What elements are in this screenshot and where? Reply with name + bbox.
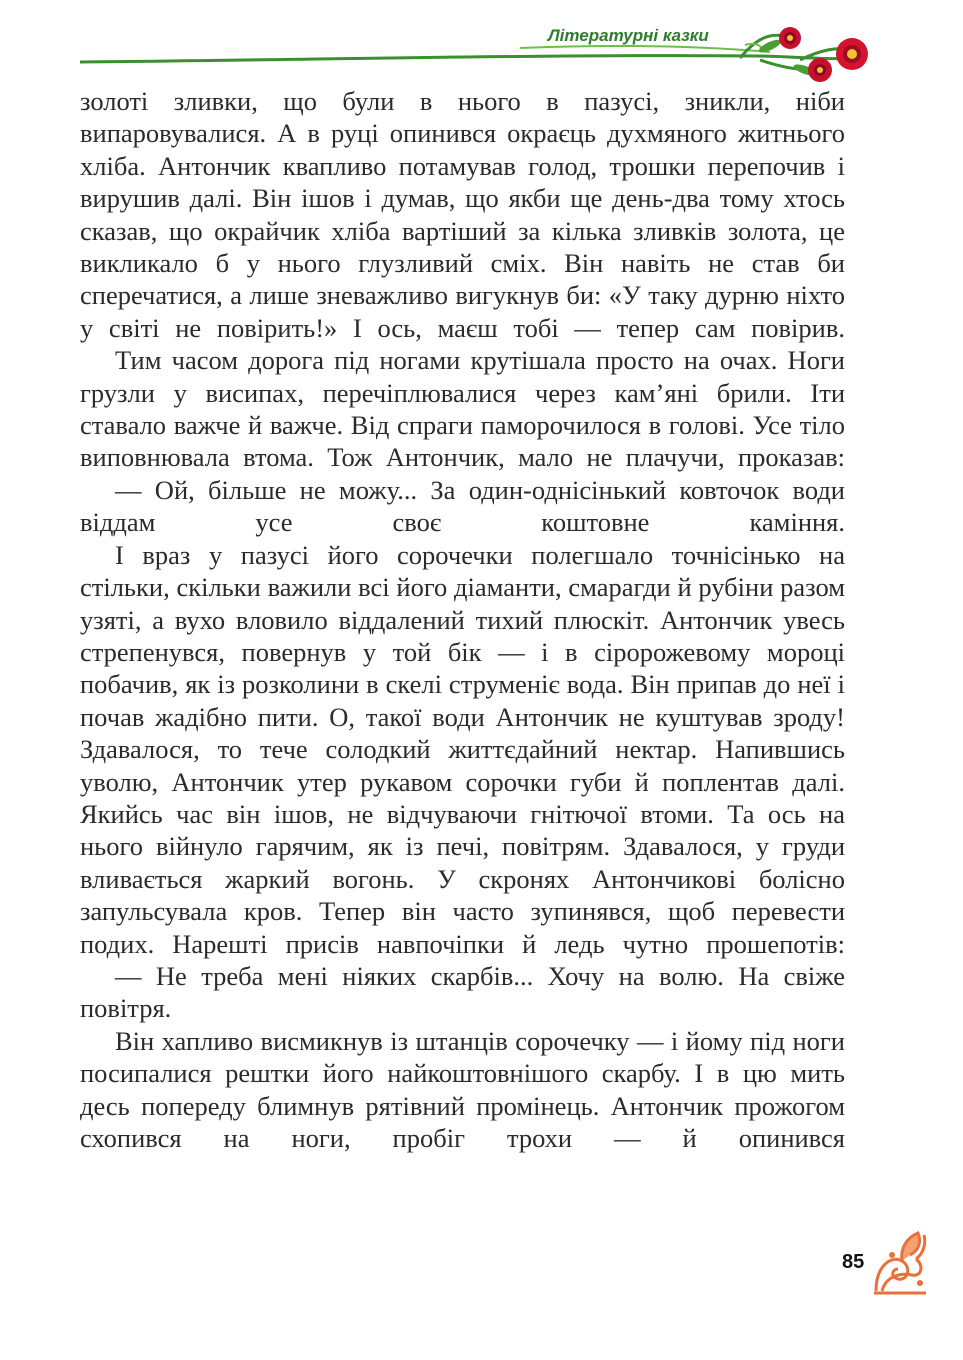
page-number: 85 bbox=[842, 1251, 865, 1273]
story-text bbox=[80, 85, 845, 1154]
paragraph: Тим часом дорога під ногами крутішала просто на очах. Ноги грузли у висипах, перечіплювалися через кам’яні брили. Іти ставало важче й важче. Від спраги паморочилося в голові. Усе тіло виповнювала втома. Тож Антончик, мало не плачучи, проказав: bbox=[80, 345, 845, 473]
paragraph: золоті зливки, що були в нього в пазусі, зникли, ніби випаровувалися. А в руці опинився окраєць духмяного житнього хліба. Антончик квапливо потамував голод, трошки перепочив і вирушив далі. Він ішов і думав, що якби ще день-два тому хтось сказав, що окрайчик хліба вартіший за кілька зливків золота, це викликало б у нього глузливий сміх. Він навіть не став би сперечатися, а лише зневажливо вигукнув би: «У таку дурню ніхто у світі не повірить!» І ось, маєш тобі — тепер сам повірив. bbox=[80, 86, 845, 343]
flower-branch-decoration bbox=[0, 0, 963, 90]
corner-ornament-icon bbox=[872, 1225, 928, 1295]
paragraph: — Ой, більше не можу... За один-однісінький ковточок води віддам усе своє коштовне каміння. bbox=[80, 474, 845, 538]
flower-icon bbox=[779, 27, 801, 49]
section-title: Літературні казки bbox=[548, 26, 709, 45]
paragraph: І враз у пазусі його сорочечки полегшало точнісінько на стільки, скільки важили всі його діаманти, смарагди й рубіни разом узяті, а вухо вловило віддалений тихий плюскіт. Антончик увесь стрепенувся, повернув у той бік — і в сіророжевому мороці побачив, як із розколини в скелі струменіє вода. Він припав до неї і почав жадібно пити. О, такої води Антончик не куштував зроду! Здавалося, то тече солодкий життєдайний нектар. Напившись уволю, Антончик утер рукавом сорочки губи й поплентав далі. Якийсь час він ішов, не відчуваючи гнітючої втоми. Та ось на нього війнуло гарячим, як із печі, повітрям. Здавалося, у груди вливається жаркий вогонь. У скронях Антончикові болісно запульсувала кров. Тепер він часто зупинявся, щоб перевести подих. Нарешті присів навпочіпки й ледь чутно прошепотів: bbox=[80, 539, 845, 959]
paragraph: — Не треба мені ніяких скарбів... Хочу на волю. На свіже повітря. bbox=[80, 960, 845, 1024]
flower-icon bbox=[836, 38, 868, 70]
header-green-line-thin bbox=[520, 46, 770, 52]
flower-icon bbox=[808, 58, 832, 82]
paragraph: Він хапливо висмикнув із штанців сорочечку — і йому під ноги посипалися рештки його найкоштовнішого скарбу. І в цю мить десь попереду блимнув рятівний промінець. Антончик прожогом схопився на ноги, пробіг трохи — й опинився bbox=[80, 1025, 845, 1153]
